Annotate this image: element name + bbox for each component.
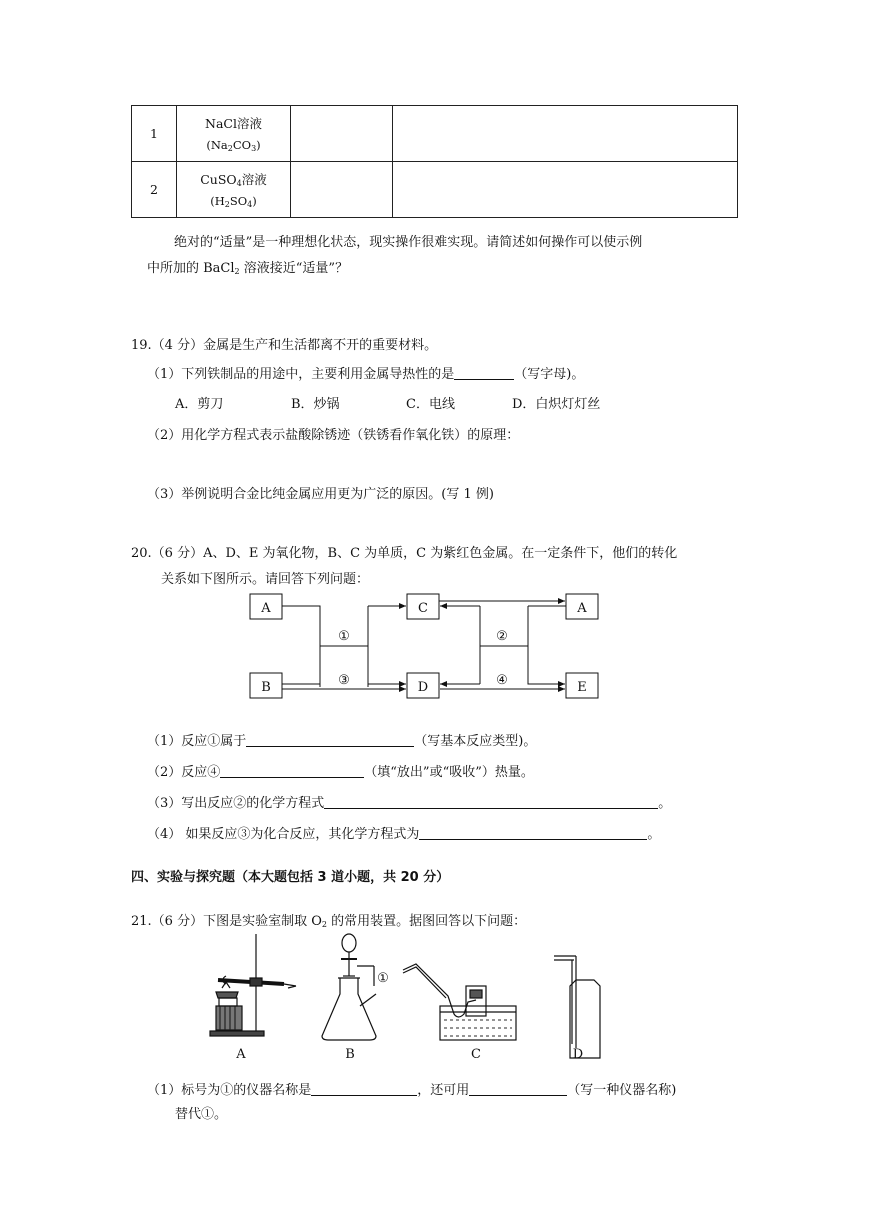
answer-blank[interactable] xyxy=(419,826,647,840)
substance-cell xyxy=(177,106,291,162)
q19-part1: （1）下列铁制品的用途中，主要利用金属导热性的是 （写字母)。 xyxy=(147,367,585,382)
box-label: A xyxy=(261,601,271,616)
q19-option-b: B．炒锅 xyxy=(291,397,340,412)
answer-blank[interactable] xyxy=(220,764,364,778)
table-row xyxy=(132,162,738,218)
arrow-to-e xyxy=(528,606,565,684)
box-label: E xyxy=(577,680,587,695)
substance-name: CuSO$_4$溶液 xyxy=(200,172,267,188)
apparatus-label: D xyxy=(572,1047,584,1062)
apparatus-label: B xyxy=(345,1047,355,1062)
lab-apparatus-figure xyxy=(200,928,620,1068)
instrument-marker: ① xyxy=(377,971,389,986)
answer-blank[interactable] xyxy=(324,795,658,809)
box-label: C xyxy=(418,601,428,616)
q21-part1-cont: 替代①。 xyxy=(175,1107,228,1122)
q20-part2: （2）反应④ （填“放出”或“吸收”）热量。 xyxy=(147,765,534,780)
q20-stem-line-1: 20.（6 分）A、D、E 为氧化物，B、C 为单质，C 为紫红色金属。在一定条件下，他们的转化 xyxy=(131,546,678,561)
q20-part4: （4） 如果反应③为化合反应，其化学方程式为 。 xyxy=(147,827,661,842)
apparatus-label: C xyxy=(471,1047,481,1062)
q19-part2: （2）用化学方程式表示盐酸除锈迹（铁锈看作氧化铁）的原理： xyxy=(147,428,520,443)
apparatus-label: A xyxy=(236,1047,246,1062)
q19-option-d: D．白炽灯灯丝 xyxy=(512,397,601,412)
apparatus-a-heating-setup xyxy=(210,934,296,1036)
reaction-label: ③ xyxy=(338,673,350,688)
substance-name: NaCl溶液 xyxy=(205,116,262,131)
reaction-label: ① xyxy=(338,629,350,644)
answer-blank[interactable] xyxy=(311,1082,417,1096)
box-label: A xyxy=(577,601,587,616)
section-heading: 四、实验与探究题（本大题包括 3 道小题，共 20 分） xyxy=(131,870,450,885)
q21-stem: 21.（6 分）下图是实验室制取 $O_2$ 的常用装置。据图回答以下问题： xyxy=(131,914,527,929)
substance-cell xyxy=(177,162,291,218)
q21-part1: （1）标号为①的仪器名称是 ，还可用 （写一种仪器名称) xyxy=(147,1083,677,1098)
q19-stem: 19.（4 分）金属是生产和生活都离不开的重要材料。 xyxy=(131,338,438,353)
reaction-label: ④ xyxy=(496,673,508,688)
row-number: 2 xyxy=(132,162,177,218)
note-line-2: 中所加的 BaCl$_2$ 溶液接近“适量”？ xyxy=(147,261,349,276)
empty-cell xyxy=(291,162,393,218)
reaction-label: ② xyxy=(496,629,508,644)
apparatus-b-flask-funnel xyxy=(322,934,376,1040)
empty-cell xyxy=(393,106,738,162)
note-line-1: 绝对的“适量”是一种理想化状态，现实操作很难实现。请简述如何操作可以使示例 xyxy=(174,235,643,250)
apparatus-d-gas-bottle xyxy=(554,956,600,1058)
empty-cell xyxy=(393,162,738,218)
impurity-text: $(Na_2CO_3)$ xyxy=(206,138,261,153)
box-label: D xyxy=(417,680,429,695)
reaction-1-branch xyxy=(282,606,320,687)
impurity-table xyxy=(131,105,738,218)
reaction-diagram xyxy=(240,588,610,703)
answer-blank[interactable] xyxy=(469,1082,567,1096)
answer-blank[interactable] xyxy=(454,366,514,380)
q19-option-a: A．剪刀 xyxy=(175,397,224,412)
table-row xyxy=(132,106,738,162)
impurity-text: $(H_2SO_4)$ xyxy=(210,194,257,209)
q19-part3: （3）举例说明合金比纯金属应用更为广泛的原因。(写 1 例) xyxy=(147,487,494,502)
empty-cell xyxy=(291,106,393,162)
box-label: B xyxy=(261,680,271,695)
apparatus-c-water-trough xyxy=(403,964,516,1040)
answer-blank[interactable] xyxy=(246,733,414,747)
row-number: 1 xyxy=(132,106,177,162)
q20-part1: （1）反应①属于 （写基本反应类型)。 xyxy=(147,734,537,749)
q20-stem-line-2: 关系如下图所示。请回答下列问题： xyxy=(161,572,370,587)
q19-option-c: C．电线 xyxy=(406,397,455,412)
q20-part3: （3）写出反应②的化学方程式 。 xyxy=(147,796,672,811)
